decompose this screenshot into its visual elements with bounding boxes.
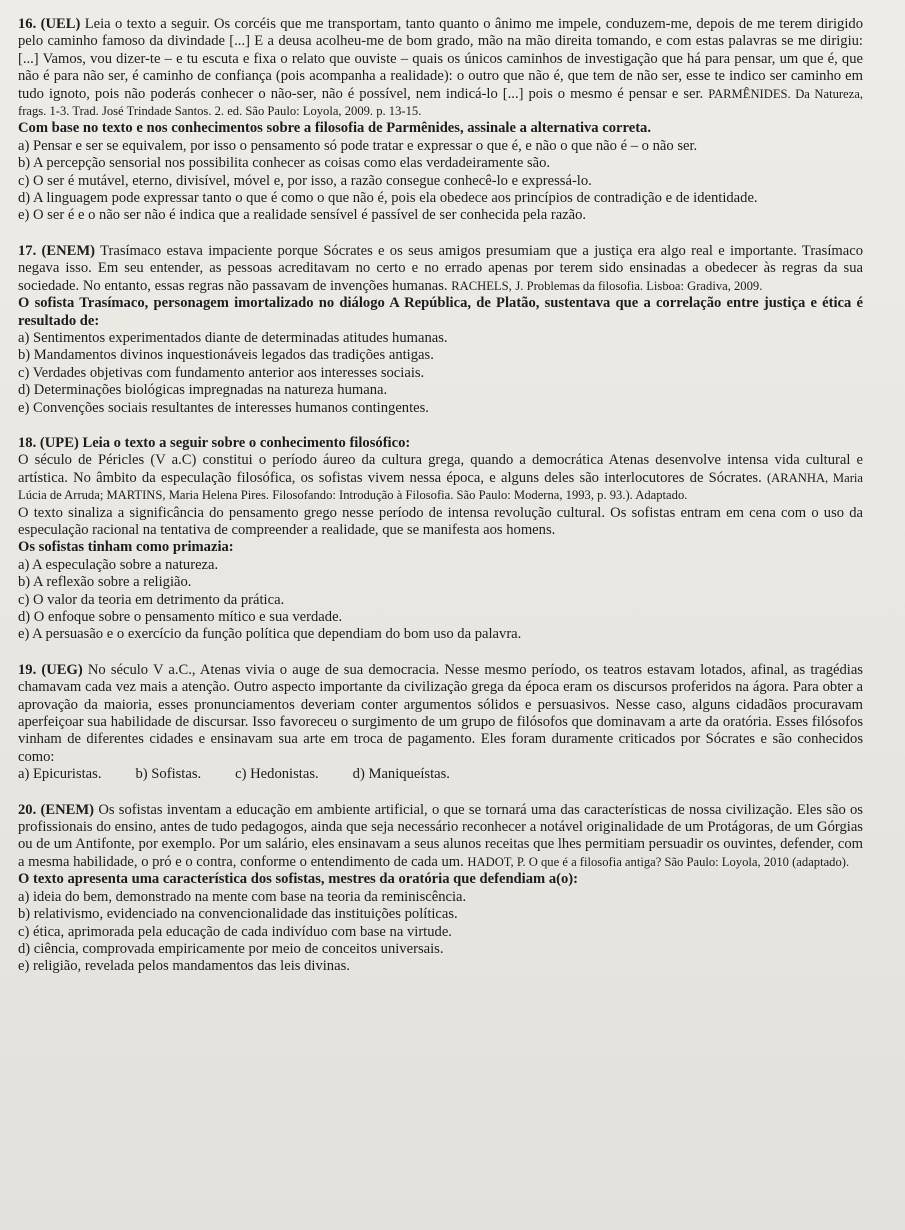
- question-16-command: Com base no texto e nos conhecimentos sobre a filosofia de Parmênides, assinale a alternativa correta.: [18, 120, 651, 137]
- question-16-option-b[interactable]: b) A percepção sensorial nos possibilita conhecer as coisas como elas verdadeiramente são.: [18, 155, 551, 172]
- question-20-option-e[interactable]: e) religião, revelada pelos mandamentos das leis divinas.: [18, 958, 350, 975]
- question-20-number: 20. (ENEM): [18, 801, 95, 818]
- question-17-option-b[interactable]: b) Mandamentos divinos inquestionáveis legados das tradições antigas.: [18, 347, 434, 364]
- question-16-number: 16. (UEL): [18, 16, 81, 32]
- question-16-option-d[interactable]: d) A linguagem pode expressar tanto o que é como o que não é, pois ela obedece aos princípios de contradição e de identidade.: [18, 190, 758, 207]
- question-17-reference-author: RACHELS,: [451, 278, 512, 293]
- question-16-stem: [18, 16, 863, 120]
- question-19-option-c[interactable]: c) Hedonistas.: [235, 766, 319, 783]
- question-19-option-d[interactable]: d) Maniqueístas.: [352, 766, 450, 783]
- question-18-reference: (ARANHA, Maria Lúcia de Arruda; MARTINS, Maria Helena Pires. Filosofando: Introdução à Filosofia. São Paulo: Moderna, 1993, p. 93.). Adaptado.: [18, 470, 863, 503]
- question-16: [18, 16, 863, 225]
- question-17-option-c[interactable]: c) Verdades objetivas com fundamento anterior aos interesses sociais.: [18, 364, 425, 381]
- question-19-option-a[interactable]: a) Epicuristas.: [18, 766, 102, 783]
- question-20-text: Os sofistas inventam a educação em ambiente artificial, o que se tornará uma das características de nossa civilização. Eles são os profissionais do ensino, antes de tudo pedagogos, ainda que seja necessário reconhecer a notável originalidade de um Protágoras, de um Górgias ou de um Antifonte, por exemplo. Por um salário, eles ensinavam a seus alunos receitas que lhes permitiam persuadir os ouvintes, defender, com a mesma habilidade, o pró e o contra, conforme o entendimento de cada um.: [18, 801, 863, 870]
- question-20-option-c[interactable]: c) ética, aprimorada pela educação de cada indivíduo com base na virtude.: [18, 923, 452, 940]
- question-17-number: 17. (ENEM): [18, 242, 96, 259]
- question-20-option-a[interactable]: a) ideia do bem, demonstrado na mente com base na teoria da reminiscência.: [18, 888, 467, 905]
- question-20-option-b[interactable]: b) relativismo, evidenciado na convencionalidade das instituições políticas.: [18, 906, 458, 923]
- question-18-intro-line: [18, 435, 863, 452]
- question-18-text: O século de Péricles (V a.C) constitui o período áureo da cultura grega, quando a democrática Atenas desenvolve intensa vida cultural e artística. No âmbito da especulação filosófica, os sofistas vivem nessa época, e alguns deles são interlocutores de Sócrates.: [18, 452, 863, 486]
- question-18-text-2: O texto sinaliza a significância do pensamento grego nesse período de intensa revolução cultural. Os sofistas entram em cena com o uso da especulação racional na tentativa de compreender a realidade, que se manifesta aos homens.: [18, 504, 863, 538]
- question-16-option-a[interactable]: a) Pensar e ser se equivalem, por isso o pensamento só pode tratar e expressar o que é, e não o que não é – o não ser.: [18, 137, 698, 154]
- question-16-reference: PARMÊNIDES. Da Natureza, frags. 1-3. Trad. José Trindade Santos. 2. ed. São Paulo: Loyola, 2009. p. 13-15.: [18, 86, 863, 119]
- question-18-command: Os sofistas tinham como primazia:: [18, 539, 234, 556]
- question-19-number: 19. (UEG): [18, 661, 83, 678]
- question-17-option-e[interactable]: e) Convenções sociais resultantes de interesses humanos contingentes.: [18, 399, 429, 416]
- question-16-option-c[interactable]: c) O ser é mutável, eterno, divisível, móvel e, por isso, a razão consegue conhecê-lo e expressá-lo.: [18, 172, 592, 189]
- question-17-command: O sofista Trasímaco, personagem imortalizado no diálogo A República, de Platão, sustentava que a correlação entre justiça e ética é resultado de:: [18, 295, 863, 329]
- question-18-option-e[interactable]: e) A persuasão e o exercício da função política que dependiam do bom uso da palavra.: [18, 626, 522, 643]
- question-17: [18, 243, 863, 417]
- question-18: [18, 435, 863, 644]
- question-18-option-c[interactable]: c) O valor da teoria em detrimento da prática.: [18, 591, 285, 608]
- question-18-option-d[interactable]: d) O enfoque sobre o pensamento mítico e sua verdade.: [18, 609, 343, 625]
- question-20-stem: [18, 802, 863, 872]
- question-18-number: 18. (UPE): [18, 434, 79, 451]
- question-16-option-e[interactable]: e) O ser é e o não ser não é indica que a realidade sensível é passível de ser conhecida pela razão.: [18, 207, 587, 224]
- question-20: [18, 802, 863, 976]
- question-17-option-d[interactable]: d) Determinações biológicas impregnadas na natureza humana.: [18, 382, 388, 399]
- question-18-option-a[interactable]: a) A especulação sobre a natureza.: [18, 556, 219, 573]
- question-18-stem: [18, 452, 863, 504]
- question-18-option-b[interactable]: b) A reflexão sobre a religião.: [18, 574, 192, 591]
- question-19-stem: [18, 662, 863, 766]
- question-17-reference: J. Problemas da filosofia. Lisboa: Gradiva, 2009.: [515, 278, 763, 293]
- question-19-option-b[interactable]: b) Sofistas.: [135, 766, 202, 783]
- question-17-text: Trasímaco estava impaciente porque Sócrates e os seus amigos presumiam que a justiça era algo real e importante. Trasímaco negava isso. Em seu entender, as pessoas acreditavam no certo e no errado apenas por terem sido ensinadas a obedecer às regras da sua sociedade. No entanto, essas regras não passavam de invenções humanas.: [18, 242, 863, 294]
- question-20-command: O texto apresenta uma característica dos sofistas, mestres da oratória que defendiam a(o):: [18, 871, 579, 888]
- question-18-intro: Leia o texto a seguir sobre o conhecimento filosófico:: [82, 434, 411, 451]
- question-20-option-d[interactable]: d) ciência, comprovada empiricamente por meio de conceitos universais.: [18, 940, 444, 957]
- question-19-text: No século V a.C., Atenas vivia o auge de sua democracia. Nesse mesmo período, os teatros estavam lotados, afinal, as tragédias chamavam cada vez mais a atenção. Outro aspecto importante da civilização grega da época eram os discursos proferidos na ágora. Para obter a aprovação da maioria, esses pronunciamentos deveriam conter argumentos sólidos e persuasivos. Nesse caso, alguns cidadãos procuravam aperfeiçoar sua habilidade de discursar. Isso favoreceu o surgimento de um grupo de filósofos que dominavam a arte da oratória. Esses filósofos vinham de diferentes cidades e ensinavam sua arte em troca de pagamento. Eles foram duramente criticados por Sócrates e são conhecidos como:: [18, 661, 863, 765]
- question-20-reference: HADOT, P. O que é a filosofia antiga? São Paulo: Loyola, 2010 (adaptado).: [467, 854, 850, 869]
- question-17-option-a[interactable]: a) Sentimentos experimentados diante de determinadas atitudes humanas.: [18, 329, 448, 346]
- question-17-stem: [18, 243, 863, 295]
- question-16-text: Leia o texto a seguir. Os corcéis que me transportam, tanto quanto o ânimo me impele, conduzem-me, depois de me terem dirigido pelo caminho famoso da divindade [...] E a deusa acolheu-me de bom grado, mão na mão direita tomando, e com estas palavras se me dirigiu: [...] Vamos, vou dizer-te – e tu escuta e fixa o relato que ouviste – quais os únicos caminhos de investigação que há para pensar, um que é, que não é para não ser, é caminho de confiança (pois acompanha a realidade): o outro que não é, que tem de não ser, esse te indico ser caminho em tudo ignoto, pois não poderás conhecer o não-ser, não é possível, nem indicá-lo [...] pois o mesmo é pensar e ser.: [18, 16, 863, 102]
- question-19-options: [18, 766, 863, 783]
- question-19: [18, 662, 863, 784]
